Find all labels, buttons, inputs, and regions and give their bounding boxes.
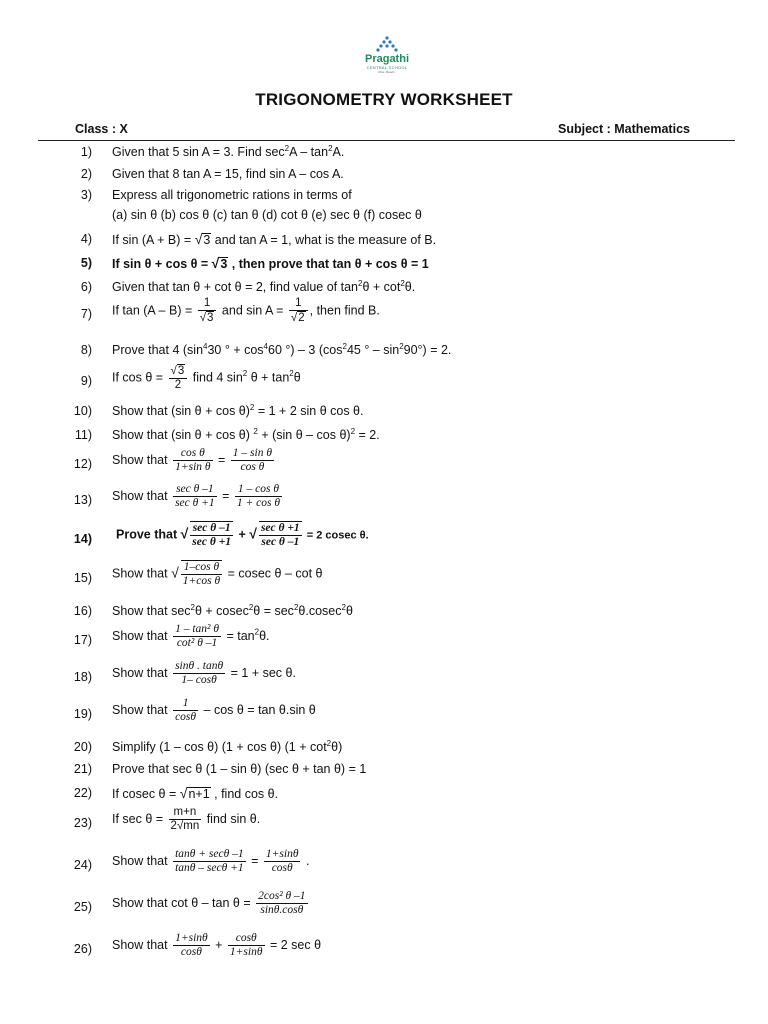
fraction: $\frac{√3}{2}$ <box>169 364 188 392</box>
question-text: Given that tan θ + cot θ = 2, find value of $\tan^2\theta + \cot^2\theta$. <box>112 278 416 294</box>
question-number: 14) <box>73 532 92 546</box>
question-text: If sin θ + cos θ = √3 , then prove that tan θ + cos θ = 1 <box>112 255 429 271</box>
question-text: Show that $\frac{\sin\theta . \tan\theta}{1- \cos\theta}$ = 1 + sec θ. <box>112 660 296 686</box>
question-text: Show that $\frac{\text{1 – tan² θ}}{\text{cot² θ –1}}$ = $\tan^2\theta$. <box>112 623 270 649</box>
question-text: Show that $\frac{\text{cos θ}}{\text{1+sin θ}}$ = $\frac{\text{1 – sin θ}}{\text{cos θ}}$ <box>112 447 272 473</box>
fraction: $\frac{\text{1 – tan² θ}}{\text{cot² θ –1}}$ <box>175 623 219 649</box>
question-text: Show that (sin θ + cos θ)$^2$ = 1 + 2 sin θ cos θ. <box>112 402 364 418</box>
fraction: $\frac{\cos\theta}{1+\sin\theta}$ <box>229 932 263 958</box>
question-number: 24) <box>73 858 92 872</box>
fraction: $\frac{m+n}{2√mn}$ <box>170 806 200 832</box>
logo-subtitle: CENTRAL SCHOOL <box>366 65 408 70</box>
dots-logo-icon <box>376 36 398 52</box>
fraction: $\frac{1+\sin\theta}{\cos\theta}$ <box>265 848 299 874</box>
question-text: Show that $\frac{\tan\theta + \sec\theta -1}{\tan\theta - \sec\theta +1}$ = $\frac{1+\sin\theta}{\cos\theta}$ . <box>112 848 310 874</box>
question-text: Show that $\frac{\text{sec θ –1}}{\text{sec θ +1}}$ = $\frac{\text{1 – cos θ}}{\text{1 + cos θ}}$ <box>112 483 281 509</box>
question-text: Show that $\frac{1+\sin\theta}{\cos\theta}$ + $\frac{\cos\theta}{1+\sin\theta}$ = 2 sec θ <box>112 932 322 958</box>
question-number: 13) <box>73 493 92 507</box>
question-number: 21) <box>73 762 92 776</box>
fraction: $\frac{\text{2cos² θ –1}}{\sin\theta.\cos\theta}$ <box>258 890 306 916</box>
fraction: $\frac{\text{1 – cos θ}}{\text{1 + cos θ}}$ <box>236 483 281 509</box>
fraction: $\frac{\text{1–cos θ}}{\text{1+cos θ}}$ <box>182 561 221 587</box>
question-number: 2) <box>80 167 92 181</box>
question-number: 15) <box>73 571 92 585</box>
question-text: Simplify (1 – cos θ) (1 + cos θ) $(1 + \cot^2\theta)$ <box>112 738 343 754</box>
question-number: 7) <box>80 307 92 321</box>
header-divider <box>38 140 735 141</box>
fraction: $\frac{1}{√2}$ <box>289 297 308 325</box>
fraction: $\frac{\text{sec θ –1}}{\text{sec θ +1}}$ <box>175 483 215 509</box>
question-number: 17) <box>73 633 92 647</box>
question-number: 8) <box>80 343 92 357</box>
fraction: $\frac{\text{cos θ}}{\text{1+sin θ}}$ <box>175 447 211 473</box>
question-number: 22) <box>73 786 92 800</box>
question-number: 19) <box>73 707 92 721</box>
question-text: Show that √ $\frac{\text{1–cos θ}}{\text{1+cos θ}}$ = cosec θ – cot θ <box>112 561 323 587</box>
question-text: Prove that √ $\frac{\text{sec θ –1}}{\text{sec θ +1}}$ + √ $\frac{\text{sec θ +1}}{\text{sec θ –1}}$ = 2 cosec θ. <box>116 522 369 548</box>
worksheet-title: TRIGONOMETRY WORKSHEET <box>255 90 513 109</box>
question-text: If tan (A – B) = $\frac{1}{√3}$ and sin A = $\frac{1}{√2}$ , then find B. <box>112 297 380 324</box>
question-number: 3) <box>80 188 92 202</box>
question-number: 1) <box>80 145 92 159</box>
fraction: $\frac{\text{sec θ –1}}{\text{sec θ +1}}$ <box>192 522 232 548</box>
question-text: Given that 8 tan A = 15, find sin A – cos A. <box>112 167 344 181</box>
question-text: Given that 5 sin A = 3. Find $\sec^2A - \tan^2A$. <box>112 143 345 159</box>
question-number: 11) <box>74 428 92 442</box>
subject-label: Subject : Mathematics <box>558 122 690 136</box>
question-number: 16) <box>73 604 92 618</box>
question-text: If sin (A + B) = √3 and tan A = 1, what is the measure of B. <box>112 231 437 247</box>
question-number: 26) <box>73 942 92 956</box>
question-number: 6) <box>80 280 92 294</box>
question-number: 9) <box>80 374 92 388</box>
fraction: $\frac{\sin\theta . \tan\theta}{1- \cos\theta}$ <box>175 660 224 686</box>
question-text: Prove that sec θ (1 – sin θ) (sec θ + tan θ) = 1 <box>112 762 367 776</box>
question-text: If sec θ = $\frac{m+n}{2√mn}$ find sin θ. <box>112 806 261 832</box>
question-text: Show that (sin θ + cos θ) $^2$ + (sin θ – cos θ)$^2$ = 2. <box>112 426 380 442</box>
logo-name: Pragathi <box>364 53 409 65</box>
school-logo <box>357 36 417 74</box>
logo-tagline: Rise. Reach. <box>378 70 396 74</box>
question-text: Show that $\sec^2\theta + cosec^2\theta = \sec^2\theta.cosec^2\theta$ <box>112 602 353 618</box>
question-number: 12) <box>73 457 92 471</box>
fraction: $\frac{\tan\theta + \sec\theta -1}{\tan\theta - \sec\theta +1}$ <box>175 848 244 874</box>
question-number: 5) <box>80 256 92 270</box>
question-text: (a) sin θ (b) cos θ (c) tan θ (d) cot θ (e) sec θ (f) cosec θ <box>112 208 422 222</box>
fraction: $\frac{\text{sec θ +1}}{\text{sec θ –1}}$ <box>260 522 300 548</box>
question-text: If cosec θ = √n+1 , find cos θ. <box>112 785 279 801</box>
question-number: 10) <box>73 404 92 418</box>
question-number: 18) <box>73 670 92 684</box>
fraction: $\frac{1+\sin\theta}{\cos\theta}$ <box>175 932 208 958</box>
question-number: 23) <box>73 816 92 830</box>
fraction: $\frac{\text{1 – sin θ}}{\text{cos θ}}$ <box>232 447 272 473</box>
question-number: 20) <box>73 740 92 754</box>
question-text: If cos θ = $\frac{√3}{2}$ find 4 $\sin^2 \theta + \tan^2\theta$ <box>112 365 301 391</box>
fraction: $\frac{1}{\cos\theta}$ <box>175 697 197 723</box>
question-number: 25) <box>73 900 92 914</box>
question-text: Show that $\frac{1}{\cos\theta}$ – cos θ = tan θ.sin θ <box>112 697 316 723</box>
fraction: $\frac{1}{√3}$ <box>198 297 217 325</box>
question-text: Express all trigonometric rations in terms of <box>112 188 352 202</box>
question-text: Prove that 4 ($\sin^430$ ° + $\cos^460$ °) – 3 ($\cos^245$ ° – $\sin^290^\circ) = 2$. <box>112 341 452 357</box>
question-number: 4) <box>80 232 92 246</box>
class-label: Class : X <box>75 122 128 136</box>
question-text: Show that cot θ – tan θ = $\frac{\text{2cos² θ –1}}{\sin\theta.\cos\theta}$ <box>112 890 306 916</box>
